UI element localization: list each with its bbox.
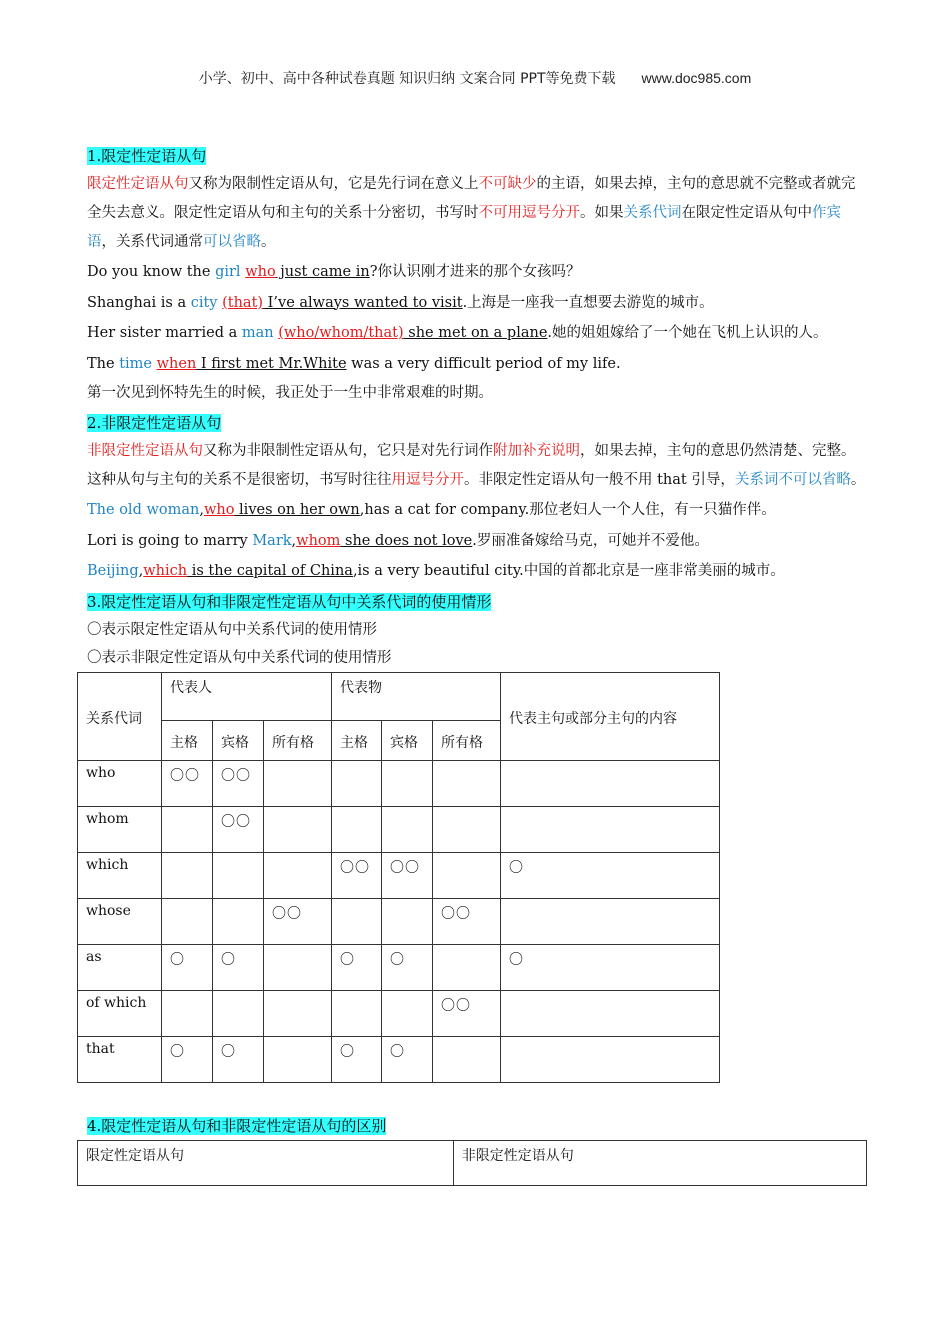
usage-mark-cell xyxy=(382,806,433,852)
key-phrase: 关系词不可以省略 xyxy=(734,472,851,488)
section-heading xyxy=(87,408,867,437)
text-span: .她的姐姐嫁给了一个她在飞机上认识的人。 xyxy=(547,325,828,341)
header-relative-pronoun: 关系代词 xyxy=(78,672,162,760)
header-text: 小学、初中、高中各种试卷真题 知识归纳 文案合同 PPT等免费下载 xyxy=(198,71,616,87)
usage-mark-cell xyxy=(501,990,720,1036)
usage-mark-cell: 〇 xyxy=(332,1036,382,1082)
text-span: .上海是一座我一直想要去游览的城市。 xyxy=(462,294,714,311)
legend-nonrestrictive: 〇表示非限定性定语从句中关系代词的使用情形 xyxy=(87,649,392,666)
relative-clause: is the capital of China xyxy=(187,563,353,579)
example-sentence xyxy=(87,288,867,319)
usage-mark-cell: 〇 xyxy=(501,852,720,898)
section1-paragraph xyxy=(87,170,867,257)
key-phrase: 用逗号分开 xyxy=(391,472,464,488)
usage-mark-cell xyxy=(213,852,264,898)
text-span: , xyxy=(138,563,144,579)
usage-mark-cell: 〇 xyxy=(382,944,433,990)
usage-mark-cell xyxy=(264,760,332,806)
usage-mark-cell: 〇〇 xyxy=(213,806,264,852)
comparison-table xyxy=(77,1140,867,1186)
relative-clause: she met on a plane xyxy=(403,325,548,341)
table-row xyxy=(78,760,720,806)
usage-mark-cell: 〇〇 xyxy=(433,898,501,944)
section2-heading: 2.非限定性定语从句 xyxy=(87,414,222,432)
usage-mark-cell: 〇 xyxy=(501,944,720,990)
usage-mark-cell xyxy=(264,944,332,990)
relative-clause: I first met Mr.White xyxy=(196,355,347,372)
subheader-cell: 主格 xyxy=(332,720,382,760)
antecedent: man xyxy=(241,325,274,341)
subheader-cell: 所有格 xyxy=(433,720,501,760)
page-header xyxy=(0,68,950,88)
text-span: 。非限定性定语从句一般不用 that 引导， xyxy=(464,472,735,488)
usage-mark-cell: 〇〇 xyxy=(332,852,382,898)
key-phrase: 可以省略 xyxy=(203,234,261,250)
header-url: www.doc985.com xyxy=(641,70,752,86)
usage-mark-cell xyxy=(264,806,332,852)
comparison-col-restrictive: 限定性定语从句 xyxy=(78,1140,454,1185)
pronoun-name: who xyxy=(78,760,162,806)
example-sentence xyxy=(87,318,867,349)
text-span: Her sister married a xyxy=(87,325,242,341)
usage-mark-cell xyxy=(332,990,382,1036)
example-sentence xyxy=(87,526,867,557)
example-sentence xyxy=(87,495,867,526)
pronoun-name: whom xyxy=(78,806,162,852)
usage-mark-cell xyxy=(332,806,382,852)
relative-word: who xyxy=(245,264,276,280)
relative-pronoun-table xyxy=(77,672,720,1083)
usage-mark-cell xyxy=(382,898,433,944)
text-span: Shanghai is a xyxy=(87,294,191,311)
usage-mark-cell xyxy=(433,760,501,806)
text-span: 。 xyxy=(850,472,866,488)
section3-heading: 3.限定性定语从句和非限定性定语从句中关系代词的使用情形 xyxy=(87,592,492,611)
relative-word: (that) xyxy=(222,294,264,311)
text-span: was a very difficult period of my life. xyxy=(346,355,621,372)
section2-paragraph xyxy=(87,437,867,495)
usage-mark-cell xyxy=(213,898,264,944)
example-sentence xyxy=(87,556,867,587)
usage-mark-cell: 〇 xyxy=(332,944,382,990)
text-span: The xyxy=(87,355,120,372)
pronoun-name: that xyxy=(78,1036,162,1082)
usage-mark-cell xyxy=(433,944,501,990)
text-span: ?你认识刚才进来的那个女孩吗？ xyxy=(369,264,581,280)
term-nonrestrictive-clause: 非限定性定语从句 xyxy=(87,443,203,459)
key-phrase: 作宾语 xyxy=(87,205,841,250)
pronoun-name: as xyxy=(78,944,162,990)
text-span: Do you know the xyxy=(87,264,216,280)
usage-mark-cell xyxy=(332,898,382,944)
usage-mark-cell xyxy=(162,852,213,898)
pronoun-name: which xyxy=(78,852,162,898)
comparison-col-nonrestrictive: 非限定性定语从句 xyxy=(453,1140,866,1185)
usage-mark-cell: 〇〇 xyxy=(433,990,501,1036)
relative-word: which xyxy=(143,563,188,579)
usage-mark-cell: 〇〇 xyxy=(382,852,433,898)
key-phrase: 关系代词 xyxy=(623,205,682,221)
text-span: 的主语，如果去掉，主句的意思就不完整或者就完全失去意义。限定性定语从句和主句的关系十分密切，书写时 xyxy=(87,176,856,221)
section1-heading: 1.限定性定语从句 xyxy=(87,147,207,165)
text-span: 在限定性定语从句中 xyxy=(681,205,812,221)
usage-mark-cell: 〇〇 xyxy=(264,898,332,944)
subheader-cell: 宾格 xyxy=(213,720,264,760)
header-thing: 代表物 xyxy=(332,672,501,720)
example-translation: 第一次见到怀特先生的时候，我正处于一生中非常艰难的时期。 xyxy=(87,385,493,401)
usage-mark-cell xyxy=(264,990,332,1036)
pronoun-name: whose xyxy=(78,898,162,944)
usage-mark-cell xyxy=(213,990,264,1036)
example-sentence xyxy=(87,349,867,380)
text-span: ，如果去掉，主句的意思仍然清楚、完整。这种从句与主句的关系不是很密切，书写时往往 xyxy=(87,443,856,488)
section-heading xyxy=(87,587,867,616)
text-span: , xyxy=(291,532,297,549)
usage-mark-cell: 〇 xyxy=(213,1036,264,1082)
usage-mark-cell: 〇 xyxy=(162,944,213,990)
usage-mark-cell: 〇 xyxy=(162,1036,213,1082)
relative-word: whom xyxy=(296,532,341,549)
text-span: 。如果 xyxy=(580,205,624,221)
key-phrase: 不可用逗号分开 xyxy=(478,205,580,221)
table-row xyxy=(78,1036,720,1082)
text-span: , xyxy=(199,502,204,518)
usage-mark-cell: 〇〇 xyxy=(162,760,213,806)
antecedent: Mark xyxy=(252,532,292,549)
antecedent: time xyxy=(119,355,152,372)
table-row xyxy=(78,898,720,944)
relative-clause: just came in xyxy=(275,264,370,280)
usage-mark-cell xyxy=(501,1036,720,1082)
text-span: ,is a very beautiful city.中国的首都北京是一座非常美丽的城市。 xyxy=(352,563,785,579)
usage-mark-cell: 〇 xyxy=(382,1036,433,1082)
usage-mark-cell xyxy=(382,990,433,1036)
header-person: 代表人 xyxy=(162,672,332,720)
relative-clause: I’ve always wanted to visit xyxy=(263,294,463,311)
text-span: 。 xyxy=(261,234,276,250)
table-row xyxy=(78,990,720,1036)
usage-mark-cell: 〇〇 xyxy=(213,760,264,806)
text-span: ，关系代词通常 xyxy=(101,234,203,250)
text-span: 又称为限制性定语从句，它是先行词在意义上 xyxy=(188,176,479,192)
table-row xyxy=(78,852,720,898)
subheader-cell: 所有格 xyxy=(264,720,332,760)
subheader-cell: 主格 xyxy=(162,720,213,760)
usage-mark-cell xyxy=(382,760,433,806)
term-restrictive-clause: 限定性定语从句 xyxy=(87,176,189,192)
usage-mark-cell xyxy=(433,806,501,852)
relative-clause: she does not love xyxy=(340,532,473,549)
usage-mark-cell xyxy=(264,852,332,898)
text-span: Lori is going to marry xyxy=(87,532,253,549)
section4-heading: 4.限定性定语从句和非限定性定语从句的区别 xyxy=(87,1116,387,1135)
relative-word: who xyxy=(203,502,235,518)
usage-mark-cell xyxy=(501,898,720,944)
usage-mark-cell xyxy=(162,898,213,944)
header-clause-content: 代表主句或部分主句的内容 xyxy=(501,672,720,760)
usage-mark-cell xyxy=(501,760,720,806)
text-span: 又称为非限制性定语从句，它只是对先行词作 xyxy=(203,443,493,459)
key-phrase: 附加补充说明 xyxy=(493,443,580,459)
relative-clause: lives on her own xyxy=(234,502,360,518)
relative-word: when xyxy=(156,355,197,372)
usage-mark-cell xyxy=(162,806,213,852)
section-heading xyxy=(87,1111,867,1140)
relative-word: (who/whom/that) xyxy=(278,325,404,341)
subheader-cell: 宾格 xyxy=(382,720,433,760)
antecedent: city xyxy=(190,294,218,311)
usage-mark-cell xyxy=(264,1036,332,1082)
text-span: .罗丽准备嫁给马克，可她并不爱他。 xyxy=(472,532,709,549)
table-row xyxy=(78,806,720,852)
example-sentence xyxy=(87,257,867,288)
text-span: ,has a cat for company.那位老妇人一个人住，有一只猫作伴。 xyxy=(359,502,776,518)
usage-mark-cell xyxy=(501,806,720,852)
table-row xyxy=(78,944,720,990)
antecedent: The old woman xyxy=(87,502,200,518)
usage-mark-cell xyxy=(332,760,382,806)
usage-mark-cell xyxy=(433,1036,501,1082)
antecedent: girl xyxy=(215,264,241,280)
usage-mark-cell xyxy=(433,852,501,898)
usage-mark-cell: 〇 xyxy=(213,944,264,990)
document-body xyxy=(87,141,867,1186)
legend-restrictive: 〇表示限定性定语从句中关系代词的使用情形 xyxy=(87,621,377,638)
antecedent: Beijing xyxy=(87,563,139,579)
key-phrase: 不可缺少 xyxy=(478,176,537,192)
usage-mark-cell xyxy=(162,990,213,1036)
section-heading xyxy=(87,141,867,170)
pronoun-name: of which xyxy=(78,990,162,1036)
